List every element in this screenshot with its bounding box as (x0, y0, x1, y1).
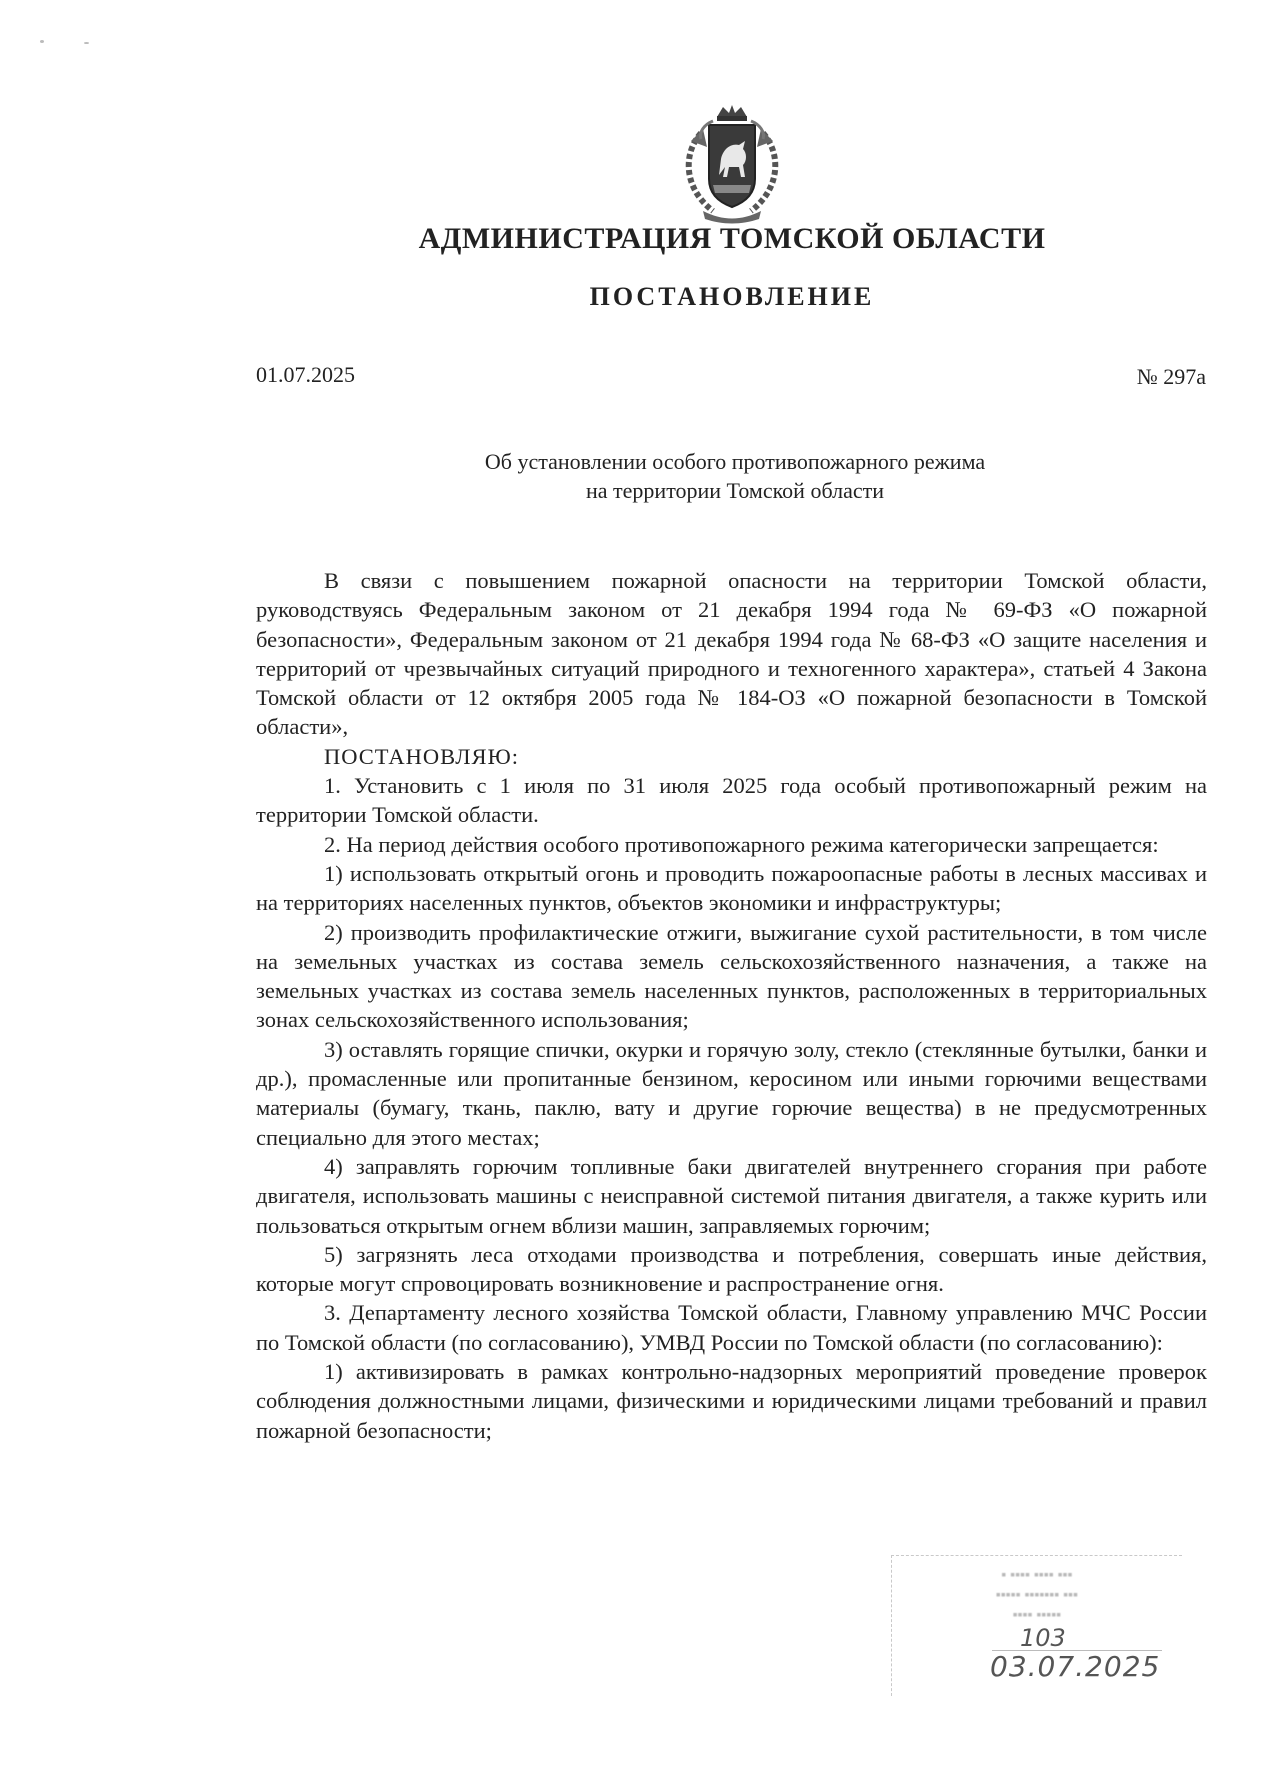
coat-of-arms-icon (673, 103, 791, 227)
body-paragraph: 2) производить профилактические отжиги, выжигание сухой растительности, в том числе на земельных участках из состава земель сельскохозяйственного назначения, а также на земельных участках из состава земель населенных пунктов, расположенных в территориальных зонах сельскохозяйственного использования; (256, 919, 1207, 1033)
stamp-registration-date: 03.07.2025 (990, 1650, 1161, 1683)
body-paragraph: 1. Установить с 1 июля по 31 июля 2025 года особый противопожарный режим на территории Томской области. (256, 773, 1207, 828)
decree-word: ПОСТАНОВЛЯЮ: (324, 743, 519, 769)
preamble-paragraph: В связи с повышением пожарной опасности на территории Томской области, руководствуясь Федеральным законом от 21 декабря 1994 года № 69-ФЗ «О пожарной безопасности», Федеральным законом от 21 декабря 1994 года № 68-ФЗ «О защите населения и территорий от чрезвычайных ситуаций природного и техногенного характера», статьей 4 Закона Томской области от 12 октября 2005 года № 184-ОЗ «О пожарной безопасности в Томской области», (256, 568, 1207, 740)
document-subject (300, 447, 1170, 505)
document-date: 01.07.2025 (256, 362, 355, 387)
body-paragraph: 5) загрязнять леса отходами производства и потребления, совершать иные действия, которые могут спровоцировать возникновение и распространение огня. (256, 1241, 1207, 1297)
stamp-faded-line: ▪▪▪▪ ▪▪▪▪▪ (1012, 1606, 1062, 1622)
registration-stamp (891, 1555, 1182, 1696)
body-paragraph: 1) использовать открытый огонь и проводить пожароопасные работы в лесных массивах и на территориях населенных пунктов, объектов экономики и инфраструктуры; (256, 860, 1207, 916)
body-paragraph: 3) оставлять горящие спички, окурки и горячую золу, стекло (стеклянные бутылки, банки и др.), промасленные или пропитанные бензином, керосином или иными горючими веществами материалы (бумагу, ткань, паклю, вату и другие горючие вещества) в не предусмотренных специально для этого местах; (256, 1036, 1207, 1150)
organization-title: АДМИНИСТРАЦИЯ ТОМСКОЙ ОБЛАСТИ (418, 222, 1046, 255)
subject-line: на территории Томской области (586, 478, 884, 503)
body-paragraph: 2. На период действия особого противопожарного режима категорически запрещается: (324, 831, 1159, 857)
document-body (256, 566, 1207, 1445)
stamp-registration-number: 103 (1020, 1624, 1066, 1652)
body-paragraph: 3. Департаменту лесного хозяйства Томской области, Главному управлению МЧС России по Томской области (по согласованию), УМВД России по Томской области (по согласованию): (256, 1300, 1207, 1355)
document-type: ПОСТАНОВЛЕНИЕ (589, 282, 875, 311)
stamp-faded-line: ▪ ▪▪▪▪ ▪▪▪▪ ▪▪▪ (1001, 1566, 1073, 1582)
body-paragraph: 1) активизировать в рамках контрольно-надзорных мероприятий проведение проверок соблюдения должностными лицами, физическими и юридическими лицами требований и правил пожарной безопасности; (256, 1359, 1207, 1443)
scan-speck (40, 40, 44, 43)
body-paragraph: 4) заправлять горючим топливные баки двигателей внутреннего сгорания при работе двигателя, использовать машины с неисправной системой питания двигателя, а также курить или пользоваться открытым огнем вблизи машин, заправляемых горючим; (256, 1153, 1207, 1238)
document-number: № 297а (1136, 364, 1206, 389)
stamp-faded-line: ▪▪▪▪▪ ▪▪▪▪▪▪▪ ▪▪▪ (995, 1586, 1079, 1602)
subject-line: Об установлении особого противопожарного режима (484, 449, 986, 474)
scan-speck (84, 42, 89, 44)
